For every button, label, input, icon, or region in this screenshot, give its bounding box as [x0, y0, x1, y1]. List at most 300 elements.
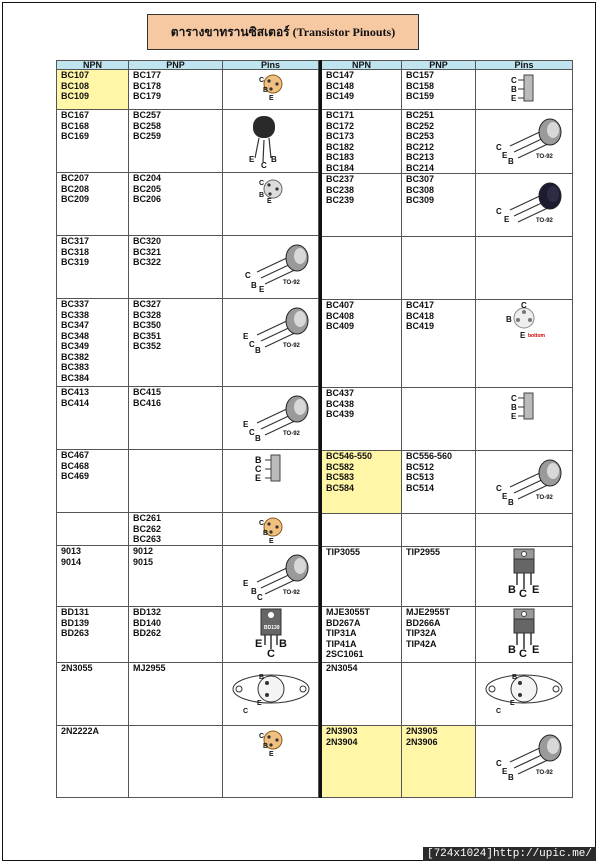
part-number: BC257	[133, 110, 162, 120]
part-number: MJ2955	[133, 663, 166, 673]
part-number: BC320	[133, 236, 162, 246]
package-label: TO-92	[282, 343, 300, 349]
pinout-row	[57, 70, 319, 110]
pins-cell	[223, 236, 319, 299]
transistor-top	[547, 186, 559, 202]
to126-pinout-diagram	[249, 607, 293, 657]
mount-hole	[268, 612, 274, 618]
part-number: BC253	[406, 131, 435, 141]
pin-label: B	[508, 584, 516, 596]
to3-pinout-diagram	[482, 663, 566, 719]
pins-cell	[476, 607, 573, 663]
pin-dot	[522, 310, 526, 314]
pins-cell	[476, 174, 573, 237]
to92-pinout-diagram	[482, 726, 566, 786]
pin-dot	[275, 187, 278, 190]
part-number: BD139	[61, 617, 90, 628]
pinout-row	[322, 663, 573, 726]
npn-cell	[322, 451, 402, 514]
to92-pinout-diagram	[229, 387, 313, 447]
pin-label: C	[254, 464, 261, 474]
npn-cell	[322, 547, 402, 607]
npn-cell	[57, 110, 129, 173]
part-number: BC338	[61, 309, 90, 320]
pnp-cell	[129, 387, 223, 450]
part-number: BC212	[406, 141, 435, 152]
transistor-body	[264, 180, 282, 198]
pin-label: C	[260, 161, 267, 170]
part-number: BC319	[61, 257, 90, 267]
part-number: BC259	[133, 131, 162, 141]
pins-cell	[476, 663, 573, 726]
diagram-part	[255, 138, 259, 158]
pins-cell	[476, 300, 573, 388]
pin-dot	[269, 743, 272, 746]
pin-dot	[267, 735, 270, 738]
pinout-row	[57, 173, 319, 236]
pin-label: B	[508, 644, 516, 656]
watermark: [724x1024]http://upic.me/	[423, 847, 596, 861]
part-number: BC418	[406, 310, 435, 321]
part-number: BD266A	[406, 617, 441, 628]
pin-label: C	[511, 76, 517, 85]
pinout-row	[57, 546, 319, 607]
transistor-top	[294, 311, 306, 327]
transistor-body	[253, 116, 275, 138]
pnp-cell	[129, 546, 223, 607]
part-number: 2N2222A	[61, 726, 100, 736]
pin-label: B	[508, 157, 514, 166]
part-number: BD263	[61, 628, 90, 638]
pins-cell	[223, 173, 319, 236]
left-table	[56, 60, 319, 798]
pins-cell	[476, 514, 573, 547]
pin-label: C	[496, 759, 502, 768]
npn-cell	[322, 174, 402, 237]
to92-pinout-diagram	[229, 546, 313, 606]
package-label: TO-92	[536, 218, 553, 224]
pinout-row	[322, 726, 573, 798]
pin-label: E	[242, 420, 248, 429]
npn-cell	[322, 237, 402, 300]
pin-label: C	[248, 340, 255, 349]
part-number: 2SC1061	[326, 649, 364, 659]
flat-pinout-diagram	[502, 70, 546, 106]
pin-label: B	[511, 85, 517, 94]
pin-label: B	[250, 587, 257, 596]
part-number: BC308	[406, 184, 435, 195]
pnp-cell	[129, 173, 223, 236]
npn-cell	[57, 546, 129, 607]
part-number: BC109	[61, 91, 90, 101]
to92-pinout-diagram	[229, 236, 313, 296]
mount-hole	[522, 552, 527, 557]
pin-label: C	[258, 520, 264, 527]
pnp-cell	[402, 451, 476, 514]
part-number: BC322	[133, 257, 162, 267]
part-number: BC347	[61, 320, 90, 330]
pin-label: E	[510, 700, 515, 707]
part-number: BC350	[133, 320, 162, 330]
pin-label: C	[242, 708, 248, 715]
npn-cell	[322, 70, 402, 110]
pin-label: C	[258, 77, 264, 84]
metal-can-pinout-diagram	[251, 726, 291, 758]
pin-label: B	[254, 346, 261, 355]
pin-dot	[265, 693, 269, 697]
pin-dot	[268, 192, 271, 195]
header-pnp: PNP	[402, 61, 476, 70]
part-number: BC107	[61, 70, 90, 80]
pin-label: C	[496, 143, 502, 152]
pin-dot	[267, 183, 270, 186]
part-number: BC382	[61, 351, 90, 362]
transistor-body	[524, 75, 533, 101]
pnp-cell	[129, 726, 223, 798]
pnp-cell	[129, 236, 223, 299]
part-number: BC584	[326, 482, 355, 493]
npn-cell	[322, 514, 402, 547]
part-number: BC209	[61, 194, 90, 204]
pinout-row	[57, 236, 319, 299]
npn-cell	[322, 663, 402, 726]
pnp-cell	[129, 299, 223, 387]
part-number: BC204	[133, 173, 162, 183]
pnp-cell	[402, 726, 476, 798]
pin-label: E	[532, 644, 540, 656]
part-number: BC415	[133, 387, 162, 397]
part-number: BC327	[133, 299, 162, 309]
pinout-row	[322, 547, 573, 607]
pins-cell	[476, 547, 573, 607]
pnp-cell	[129, 70, 223, 110]
transistor-top	[547, 463, 559, 479]
pin-label: B	[258, 192, 264, 199]
part-number: BD262	[133, 628, 162, 638]
to92-pinout-diagram	[229, 299, 313, 359]
part-number: BC179	[133, 91, 162, 101]
pinout-row	[57, 110, 319, 173]
pnp-cell	[402, 300, 476, 388]
pinout-grid	[56, 60, 572, 798]
pnp-cell	[402, 607, 476, 663]
part-number: BC263	[133, 534, 162, 544]
pin-dot	[275, 82, 278, 85]
pin-label: E	[268, 538, 274, 545]
npn-cell	[57, 236, 129, 299]
pins-cell	[223, 70, 319, 110]
pin-label: C	[258, 180, 264, 187]
part-number: BC351	[133, 330, 162, 341]
header-pnp: PNP	[129, 61, 223, 70]
pnp-cell	[402, 70, 476, 110]
pins-cell	[223, 299, 319, 387]
part-number: BC213	[406, 152, 435, 162]
part-number: BC546-550	[326, 451, 373, 461]
part-number: BC513	[406, 472, 435, 482]
part-number: TIP42A	[406, 638, 437, 649]
center-divider	[319, 60, 322, 798]
pinout-row	[322, 388, 573, 451]
pin-label: E	[511, 412, 517, 421]
to220-pinout-diagram	[502, 547, 546, 597]
part-number: 9014	[61, 556, 82, 567]
pnp-cell	[129, 663, 223, 726]
pnp-cell	[402, 663, 476, 726]
part-number: BC147	[326, 70, 355, 80]
part-number: BC414	[61, 397, 90, 408]
pins-cell	[476, 237, 573, 300]
pin-label: E	[502, 767, 508, 776]
part-number: BC408	[326, 310, 355, 321]
part-number: BC148	[326, 80, 355, 91]
part-number: MJE2955T	[406, 607, 451, 617]
pinout-row	[322, 237, 573, 300]
pin-label: E	[532, 584, 540, 596]
pin-label: B	[250, 281, 257, 290]
part-number: BC352	[133, 341, 162, 351]
pinout-row	[57, 663, 319, 726]
pnp-cell	[402, 388, 476, 451]
part-number: BC437	[326, 388, 355, 398]
pin-label: C	[519, 648, 527, 657]
to92-pinout-diagram	[231, 110, 311, 170]
to92-pinout-diagram	[482, 451, 566, 511]
transistor-top	[294, 399, 306, 415]
pnp-cell	[402, 174, 476, 237]
transistor-body	[514, 619, 534, 633]
pnp-cell	[402, 547, 476, 607]
part-number: BC159	[406, 91, 435, 101]
pinout-row	[57, 513, 319, 546]
package-label: TO-92	[536, 495, 553, 501]
to3-pinout-diagram	[229, 663, 313, 719]
pinout-row	[322, 70, 573, 110]
pin-label: B	[258, 674, 264, 681]
pin-label: E	[254, 473, 261, 483]
part-number: 2N3055	[61, 663, 93, 673]
right-table	[321, 60, 573, 798]
pnp-cell	[129, 513, 223, 546]
pins-cell	[223, 663, 319, 726]
pin-label: B	[511, 403, 517, 412]
pin-label: E	[268, 751, 274, 758]
part-number: BC167	[61, 110, 90, 120]
part-number: BC417	[406, 300, 435, 310]
pin-dot	[267, 79, 270, 82]
part-number: BC173	[326, 131, 355, 141]
pin-label: E	[256, 700, 262, 707]
package-label: TO-92	[536, 154, 553, 160]
pin-label: B	[254, 455, 261, 465]
part-number: BC582	[326, 461, 355, 472]
pin-label: E	[520, 331, 526, 340]
part-number: BC208	[61, 183, 90, 194]
part-number: BC171	[326, 110, 355, 120]
pin-dot	[269, 530, 272, 533]
transistor-top	[547, 122, 559, 138]
pin-dot	[275, 738, 278, 741]
pins-cell	[476, 451, 573, 514]
npn-cell	[322, 110, 402, 174]
pins-cell	[223, 387, 319, 450]
part-number: BD140	[133, 617, 162, 628]
part-number: BC321	[133, 246, 162, 257]
part-number: 2N3054	[326, 663, 358, 673]
transistor-top	[294, 248, 306, 264]
pin-label: B	[508, 498, 514, 507]
npn-cell	[57, 299, 129, 387]
part-number: BC168	[61, 120, 90, 131]
pins-cell	[223, 726, 319, 798]
pinout-row	[322, 607, 573, 663]
part-number: BC384	[61, 372, 90, 383]
pin-label: E	[254, 638, 262, 650]
to220-pinout-diagram	[502, 607, 546, 657]
pin-label: C	[244, 271, 251, 280]
npn-cell	[57, 387, 129, 450]
pinout-row	[322, 300, 573, 388]
transistor-body	[271, 455, 280, 481]
pin-label: C	[496, 708, 502, 715]
part-number: BC214	[406, 162, 435, 173]
part-number: MJE3055T	[326, 607, 371, 617]
part-number: BC258	[133, 120, 162, 131]
pinout-row	[322, 110, 573, 174]
part-number: 9013	[61, 546, 82, 556]
header-pins: Pins	[476, 61, 573, 70]
pin-label: C	[496, 207, 502, 216]
to92-pinout-diagram	[482, 110, 566, 170]
diagram-part	[263, 140, 264, 162]
part-number: TIP31A	[326, 628, 357, 638]
part-number: BC318	[61, 246, 90, 257]
pinout-row	[57, 726, 319, 798]
npn-cell	[57, 726, 129, 798]
pins-cell	[476, 726, 573, 798]
pin-label: E	[258, 285, 264, 294]
part-number: BC556-560	[406, 451, 453, 461]
pins-cell	[476, 110, 573, 174]
part-number: BC207	[61, 173, 90, 183]
part-number: BC468	[61, 460, 90, 471]
part-number: BC252	[406, 120, 435, 131]
pin-label: C	[511, 394, 517, 403]
part-number: BC149	[326, 91, 355, 101]
pin-label: B	[278, 638, 287, 650]
part-number: BC413	[61, 387, 90, 397]
pinout-row	[57, 607, 319, 663]
part-number: BC469	[61, 471, 90, 481]
part-number: 2N3905	[406, 726, 438, 736]
pin-label: B	[512, 674, 518, 681]
part-number: BC328	[133, 309, 162, 320]
part-marking: BD139	[263, 625, 280, 631]
part-number: BD267A	[326, 617, 361, 628]
part-number: BC169	[61, 131, 90, 141]
bottom-label: bottom	[528, 333, 545, 339]
pin-label: E	[268, 95, 274, 102]
part-number: BC317	[61, 236, 90, 246]
part-number: BC416	[133, 397, 162, 408]
npn-cell	[57, 663, 129, 726]
pin-label: E	[266, 198, 272, 205]
flat-pinout-diagram	[249, 450, 293, 486]
pin-label: B	[270, 155, 277, 164]
pin-label: C	[256, 593, 263, 602]
part-number: 2N3906	[406, 736, 438, 747]
part-number: BC178	[133, 80, 162, 91]
metal-can-pinout-diagram	[251, 70, 291, 102]
pins-cell	[223, 450, 319, 513]
package-label: TO-92	[536, 770, 553, 776]
npn-cell	[322, 388, 402, 451]
part-number: BC183	[326, 152, 355, 162]
part-number: BC307	[406, 174, 435, 184]
pins-cell	[223, 607, 319, 663]
pinout-row	[57, 299, 319, 387]
npn-cell	[322, 300, 402, 388]
to92-pinout-diagram	[482, 174, 566, 234]
pins-cell	[476, 70, 573, 110]
transistor-body	[514, 559, 534, 573]
part-number: BC251	[406, 110, 435, 120]
part-number: BC439	[326, 409, 355, 419]
pin-label: B	[254, 434, 261, 443]
pin-label: C	[496, 484, 502, 493]
pin-dot	[518, 681, 522, 685]
pin-dot	[265, 681, 269, 685]
pnp-cell	[129, 110, 223, 173]
package-label: TO-92	[282, 590, 300, 596]
pin-label: C	[248, 428, 255, 437]
page-title: ตารางขาทรานซิสเตอร์ (Transistor Pinouts)	[147, 14, 419, 50]
part-number: 2N3903	[326, 726, 358, 736]
pin-label: E	[502, 492, 508, 501]
header-npn: NPN	[57, 61, 129, 70]
part-number: BC262	[133, 523, 162, 534]
pin-label: E	[502, 151, 508, 160]
round-bottom-pinout-diagram	[502, 300, 546, 340]
mount-hole	[300, 686, 306, 692]
pin-label: C	[521, 301, 527, 310]
part-number: BC184	[326, 162, 355, 173]
part-number: BC383	[61, 362, 90, 372]
mount-hole	[522, 612, 527, 617]
pinout-row	[57, 387, 319, 450]
pin-label: B	[508, 773, 514, 782]
part-number: BC182	[326, 141, 355, 152]
pin-dot	[528, 318, 532, 322]
pinout-row	[322, 174, 573, 237]
mount-hole	[236, 686, 242, 692]
npn-cell	[57, 450, 129, 513]
mount-hole	[489, 686, 495, 692]
part-number: BC467	[61, 450, 90, 460]
pin-label: C	[258, 733, 264, 740]
pin-dot	[275, 525, 278, 528]
pin-label: B	[262, 530, 268, 537]
npn-cell	[322, 607, 402, 663]
package-label: TO-92	[282, 280, 300, 286]
pin-dot	[269, 87, 272, 90]
part-number: BC157	[406, 70, 435, 80]
npn-cell	[57, 607, 129, 663]
part-number: BC583	[326, 472, 355, 482]
npn-cell	[57, 173, 129, 236]
pin-label: C	[266, 648, 275, 657]
pin-dot	[518, 693, 522, 697]
